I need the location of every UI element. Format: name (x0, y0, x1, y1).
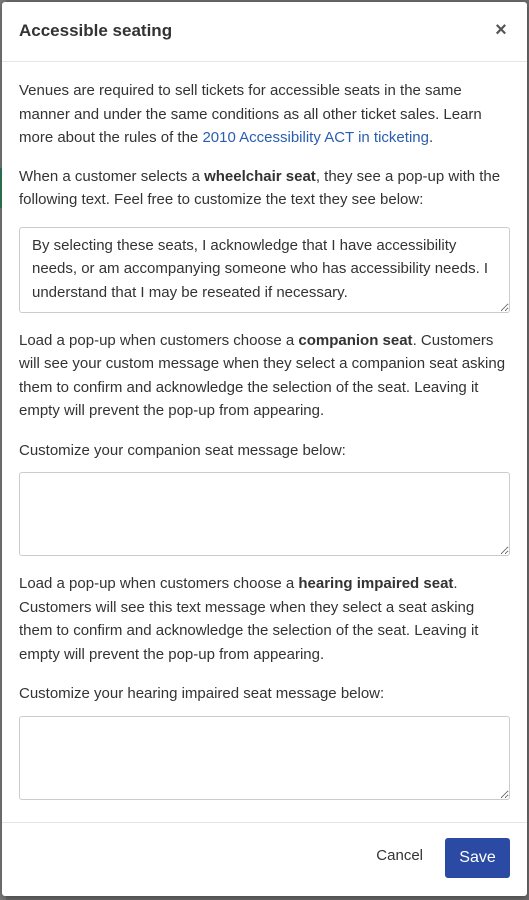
companion-message-textarea[interactable] (19, 472, 510, 556)
modal-title: Accessible seating (19, 21, 173, 40)
hearing-text-start: Load a pop-up when customers choose a (19, 575, 299, 592)
modal-header (2, 2, 527, 62)
wheelchair-text-end: , they see a pop-up with the following text. Feel free to customize the text they see below: (19, 167, 501, 208)
wheelchair-text-start: When a customer selects a (19, 167, 205, 185)
intro-paragraph (19, 79, 510, 150)
hearing-impaired-seat-bold: hearing impaired seat (298, 575, 454, 592)
hearing-text-end: . Customers will see this text message when they select a seat asking them to confirm and acknowledge the selection of the seat. Leaving it empty will prevent the pop-up from appearing. (19, 575, 479, 663)
intro-text-end: . (428, 129, 434, 146)
hearing-message-label: Customize your hearing impaired seat message below: (19, 685, 385, 702)
wheelchair-seat-bold: wheelchair seat (204, 167, 316, 185)
save-button[interactable]: Save (445, 838, 510, 878)
companion-text-end: . Customers will see your custom message when they select a companion seat asking them to confirm and acknowledge the selection of the seat. Leaving it empty will prevent the pop-up from appearing. (19, 331, 506, 419)
companion-seat-bold: companion seat (298, 331, 413, 349)
modal-footer (2, 822, 527, 896)
close-icon[interactable]: × (495, 19, 507, 41)
wheelchair-message-textarea[interactable] (19, 227, 510, 313)
hearing-paragraph (19, 572, 510, 666)
companion-text-start: Load a pop-up when customers choose a (19, 331, 299, 349)
accessibility-act-link[interactable]: 2010 Accessibility ACT in ticketing (202, 129, 429, 146)
companion-paragraph (19, 329, 510, 423)
hearing-message-textarea[interactable] (19, 716, 510, 800)
wheelchair-paragraph (19, 165, 510, 212)
accessible-seating-modal (2, 2, 527, 896)
companion-message-label: Customize your companion seat message below: (19, 441, 346, 459)
intro-text: Venues are required to sell tickets for accessible seats in the same manner and under the same conditions as all other ticket sales. Learn more about the rules of the (19, 82, 482, 146)
cancel-button[interactable]: Cancel (376, 847, 423, 864)
modal-body (2, 62, 527, 800)
